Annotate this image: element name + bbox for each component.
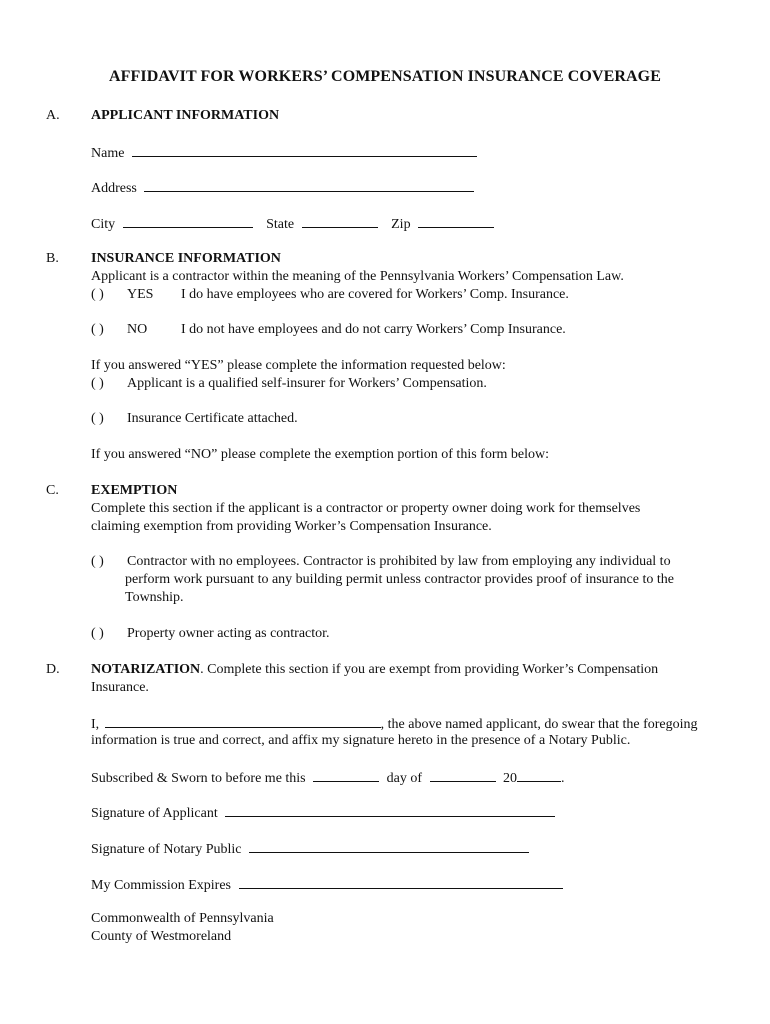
- no-label: NO: [127, 322, 148, 337]
- swear-suffix: , the above named applicant, do swear that the foregoing: [380, 717, 698, 732]
- section-d-intro: [91, 661, 658, 679]
- year-field[interactable]: [517, 768, 561, 782]
- city-label: City: [91, 217, 116, 232]
- applicant-signature-label: Signature of Applicant: [91, 806, 218, 821]
- commission-field[interactable]: [239, 875, 563, 889]
- applicant-signature-field[interactable]: [225, 803, 555, 817]
- swear-prefix: I,: [91, 717, 100, 732]
- city-state-zip-row: [91, 214, 494, 234]
- notary-signature-field[interactable]: [249, 839, 529, 853]
- section-b-heading: INSURANCE INFORMATION: [91, 251, 281, 266]
- owner-checkbox[interactable]: ( ): [91, 626, 104, 641]
- self-insurer-option[interactable]: [91, 375, 487, 393]
- contractor-checkbox[interactable]: ( ): [91, 554, 104, 569]
- notary-signature-row: [91, 839, 529, 859]
- section-d-intro-text: . Complete this section if you are exempt from providing Worker’s Compensation: [200, 662, 659, 677]
- city-field[interactable]: [123, 214, 253, 228]
- certificate-text: Insurance Certificate attached.: [127, 411, 298, 426]
- swear-line2: information is true and correct, and affix my signature hereto in the presence of a Notary Public.: [91, 733, 631, 748]
- day-of-label: day of: [386, 771, 423, 786]
- section-d-heading: NOTARIZATION: [91, 662, 201, 677]
- certificate-checkbox[interactable]: ( ): [91, 411, 104, 426]
- commonwealth-text: Commonwealth of Pennsylvania: [91, 911, 274, 926]
- applicant-signature-row: [91, 803, 555, 823]
- owner-option[interactable]: [91, 625, 330, 643]
- if-yes-instruction: If you answered “YES” please complete the information requested below:: [91, 358, 506, 373]
- name-field[interactable]: [132, 143, 477, 157]
- address-row: [91, 178, 474, 198]
- yes-text: I do have employees who are covered for Workers’ Comp. Insurance.: [181, 287, 569, 302]
- subscribed-period: .: [561, 771, 565, 786]
- certificate-option[interactable]: [91, 410, 298, 428]
- no-option[interactable]: [91, 321, 566, 339]
- month-field[interactable]: [430, 768, 496, 782]
- swear-row: [91, 714, 698, 734]
- no-text: I do not have employees and do not carry Workers’ Comp Insurance.: [181, 322, 566, 337]
- yes-option[interactable]: [91, 286, 569, 304]
- subscribed-row: [91, 768, 565, 788]
- owner-text: Property owner acting as contractor.: [127, 626, 330, 641]
- section-d-intro-line2: Insurance.: [91, 680, 149, 695]
- page-title: AFFIDAVIT FOR WORKERS’ COMPENSATION INSURANCE COVERAGE: [109, 68, 661, 85]
- contractor-text-line3: Township.: [125, 590, 184, 605]
- self-insurer-text: Applicant is a qualified self-insurer for Workers’ Compensation.: [127, 376, 487, 391]
- commission-label: My Commission Expires: [91, 878, 232, 893]
- year-prefix: 20: [503, 771, 518, 786]
- state-label: State: [266, 217, 295, 232]
- yes-label: YES: [127, 287, 154, 302]
- contractor-option[interactable]: [91, 553, 671, 571]
- day-field[interactable]: [313, 768, 379, 782]
- name-row: [91, 143, 477, 163]
- contractor-text-line2: perform work pursuant to any building permit unless contractor provides proof of insurance to the: [125, 572, 674, 587]
- section-a-heading: APPLICANT INFORMATION: [91, 108, 280, 123]
- section-d-letter: D.: [46, 662, 60, 677]
- address-field[interactable]: [144, 178, 474, 192]
- self-insurer-checkbox[interactable]: ( ): [91, 376, 104, 391]
- commission-row: [91, 875, 563, 895]
- state-field[interactable]: [302, 214, 378, 228]
- yes-checkbox[interactable]: ( ): [91, 287, 104, 302]
- zip-label: Zip: [391, 217, 411, 232]
- notary-signature-label: Signature of Notary Public: [91, 842, 242, 857]
- if-no-instruction: If you answered “NO” please complete the exemption portion of this form below:: [91, 447, 549, 462]
- section-b-letter: B.: [46, 251, 59, 266]
- address-label: Address: [91, 181, 137, 196]
- zip-field[interactable]: [418, 214, 494, 228]
- contractor-text-line1: Contractor with no employees. Contractor is prohibited by law from employing any individual to: [127, 554, 671, 569]
- section-c-heading: EXEMPTION: [91, 483, 178, 498]
- subscribed-label: Subscribed & Sworn to before me this: [91, 771, 306, 786]
- section-b-intro: Applicant is a contractor within the meaning of the Pennsylvania Workers’ Compensation Law.: [91, 269, 624, 284]
- section-a-letter: A.: [46, 108, 60, 123]
- no-checkbox[interactable]: ( ): [91, 322, 104, 337]
- name-label: Name: [91, 146, 125, 161]
- county-text: County of Westmoreland: [91, 929, 232, 944]
- section-c-intro-line1: Complete this section if the applicant is a contractor or property owner doing work for themselves: [91, 501, 641, 516]
- section-c-letter: C.: [46, 483, 59, 498]
- section-c-intro-line2: claiming exemption from providing Worker’s Compensation Insurance.: [91, 519, 492, 534]
- applicant-name-field[interactable]: [105, 714, 381, 728]
